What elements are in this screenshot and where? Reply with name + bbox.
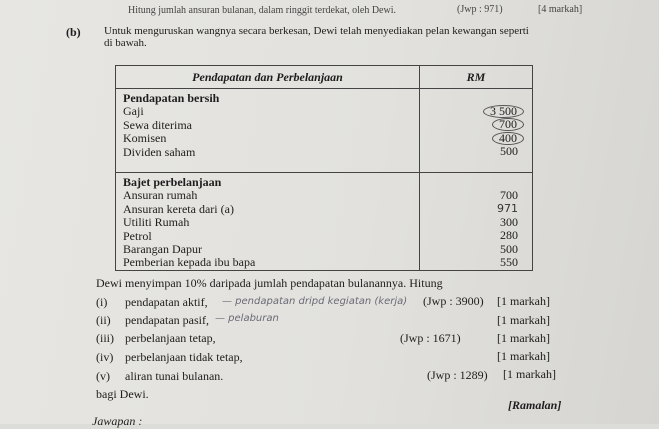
income-labels-cell xyxy=(116,89,420,173)
questions-intro: Dewi menyimpan 10% daripada jumlah pendapatan bulanannya. Hitung xyxy=(96,276,443,290)
subq-i-answer: (Jwp : 3900) xyxy=(423,294,484,308)
subq-v-text: aliran tunai bulanan. xyxy=(125,369,224,383)
expense-labels-cell xyxy=(116,173,420,271)
questions-closing: bagi Dewi. xyxy=(96,387,149,401)
subq-i-marks: [1 markah] xyxy=(497,294,550,308)
question-a-marks: [4 markah] xyxy=(538,4,583,15)
subq-v-num: (v) xyxy=(96,369,110,383)
income-item: Sewa diterima xyxy=(123,117,192,132)
subq-i-text: pendapatan aktif, xyxy=(125,295,208,309)
expense-values-cell xyxy=(420,173,533,271)
subq-i-handwritten-note: — pendapatan dripd kegiatan (kerja) xyxy=(222,296,408,307)
income-item: Komisen xyxy=(123,131,167,146)
subq-iii-text: perbelanjaan tetap, xyxy=(125,331,216,345)
income-value: 400 xyxy=(420,132,532,145)
expense-item: Utiliti Rumah xyxy=(123,215,190,230)
question-b-line1: Untuk menguruskan wangnya secara berkesan, Dewi telah menyediakan pelan kewangan seperti xyxy=(104,25,529,37)
question-b-label: (b) xyxy=(66,25,81,39)
income-value: 3 500 xyxy=(420,105,532,118)
subq-v-answer: (Jwp : 1289) xyxy=(427,368,488,382)
expense-item: Barangan Dapur xyxy=(123,241,202,256)
question-b-line2: di bawah. xyxy=(104,37,147,49)
finance-table xyxy=(115,65,533,271)
expense-item: Ansuran kereta dari (a) xyxy=(123,201,234,216)
income-value: 700 xyxy=(420,118,532,131)
table-title: Pendapatan dan Perbelanjaan xyxy=(116,66,420,89)
expense-item: Pemberian kepada ibu bapa xyxy=(123,255,256,270)
subq-ii-num: (ii) xyxy=(96,313,111,327)
expense-value: 971 xyxy=(497,202,518,216)
subq-ii-handwritten-note: — pelaburan xyxy=(215,313,279,324)
subq-iii-num: (iii) xyxy=(96,331,114,345)
subq-i-num: (i) xyxy=(96,295,108,309)
table-currency-header: RM xyxy=(420,66,533,89)
ramalan-tag: [Ramalan] xyxy=(508,398,562,412)
expense-item: Ansuran rumah xyxy=(123,188,198,203)
subq-iii-marks: [1 markah] xyxy=(497,331,550,345)
expense-value: 700 xyxy=(500,188,518,202)
subq-iv-text: perbelanjaan tidak tetap, xyxy=(125,350,243,364)
expense-value: 300 xyxy=(500,214,518,229)
income-values-cell xyxy=(420,89,533,173)
expense-value: 500 xyxy=(500,241,518,256)
subq-v-marks: [1 markah] xyxy=(503,367,556,381)
subq-ii-text: pendapatan pasif, xyxy=(125,313,209,327)
income-item: Gaji xyxy=(123,104,144,119)
subq-iv-num: (iv) xyxy=(96,350,114,364)
question-a-answer: (Jwp : 971) xyxy=(457,4,503,15)
answer-label: Jawapan : xyxy=(92,414,143,428)
income-item: Dividen saham xyxy=(123,144,196,159)
subq-iv-marks: [1 markah] xyxy=(497,349,550,363)
income-heading: Pendapatan bersih xyxy=(123,91,220,105)
expense-value: 550 xyxy=(500,254,518,269)
expense-value: 280 xyxy=(500,228,518,243)
subq-ii-marks: [1 markah] xyxy=(497,313,550,327)
income-value: 500 xyxy=(500,144,518,159)
expense-heading: Bajet perbelanjaan xyxy=(123,175,222,189)
question-a-text: Hitung jumlah ansuran bulanan, dalam ringgit terdekat, oleh Dewi. xyxy=(128,5,396,16)
subq-iii-answer: (Jwp : 1671) xyxy=(400,331,461,345)
expense-item: Petrol xyxy=(123,228,152,243)
